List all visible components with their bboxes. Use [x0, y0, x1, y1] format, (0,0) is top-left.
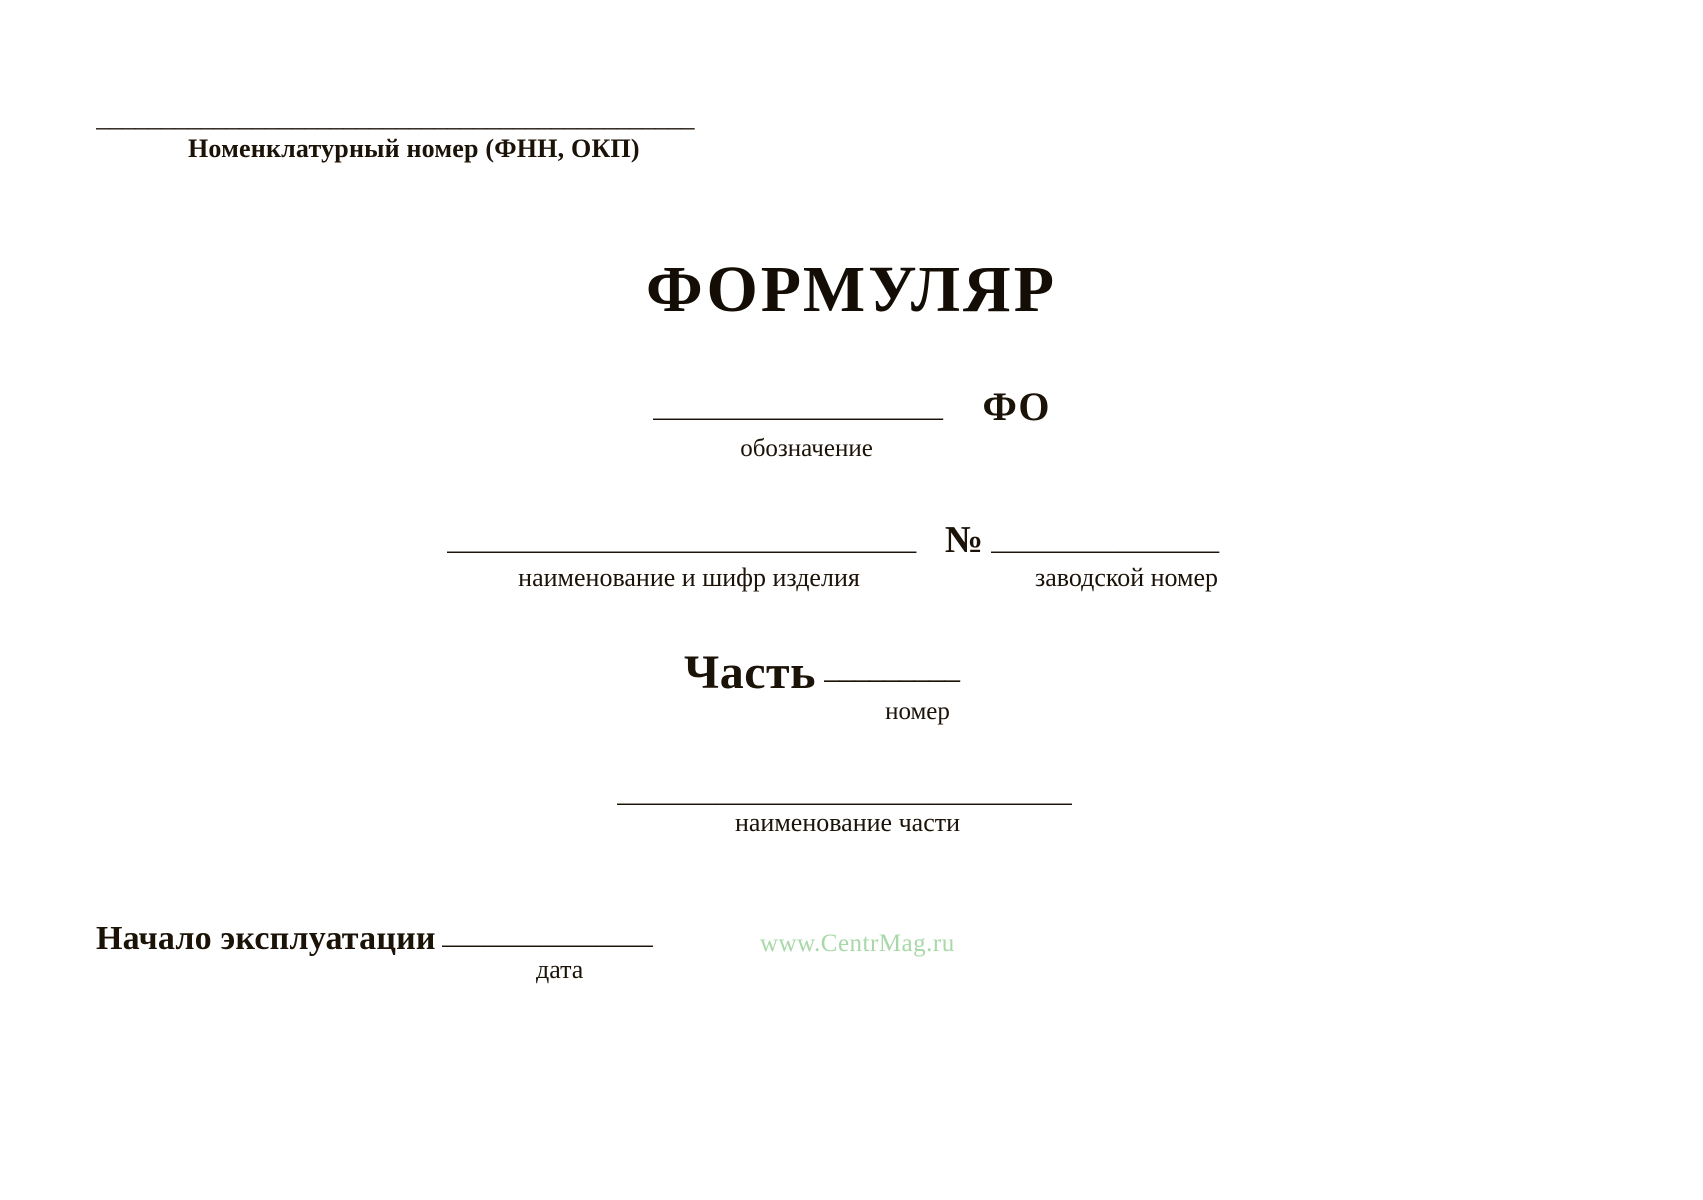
nomenclature-number-field[interactable]: ______________________________________________ [96, 104, 694, 130]
part-row [0, 645, 1703, 700]
part-number-field[interactable]: _________ [824, 649, 959, 685]
product-name-caption: наименование и шифр изделия [518, 563, 860, 592]
part-number-caption: номер [885, 698, 950, 725]
start-of-operation-label: Начало эксплуатации [96, 920, 436, 957]
nomenclature-block [96, 104, 816, 164]
number-sign-label: № [944, 519, 984, 561]
part-name-field[interactable]: ________________________________ [616, 775, 1071, 808]
serial-number-field[interactable]: ________________ [991, 523, 1219, 556]
start-of-operation-row [96, 915, 692, 958]
start-date-caption: дата [536, 955, 584, 984]
designation-field[interactable]: ____________________ [652, 390, 943, 423]
product-captions-row [0, 563, 1703, 593]
serial-number-caption: заводской номер [1034, 563, 1219, 592]
part-name-caption: наименование части [734, 808, 961, 837]
product-row [0, 520, 1703, 564]
designation-suffix-label: ФО [982, 384, 1051, 429]
product-name-field[interactable]: _________________________________ [446, 523, 916, 556]
watermark-text: www.CentrMag.ru [760, 930, 955, 957]
start-date-field[interactable]: _______________ [441, 917, 652, 950]
nomenclature-caption: Номенклатурный номер (ФНН, ОКП) [188, 134, 640, 163]
page-title: ФОРМУЛЯР [645, 253, 1058, 326]
designation-row [0, 383, 1703, 430]
part-word-label: Часть [684, 646, 816, 699]
designation-caption: обозначение [740, 435, 873, 462]
